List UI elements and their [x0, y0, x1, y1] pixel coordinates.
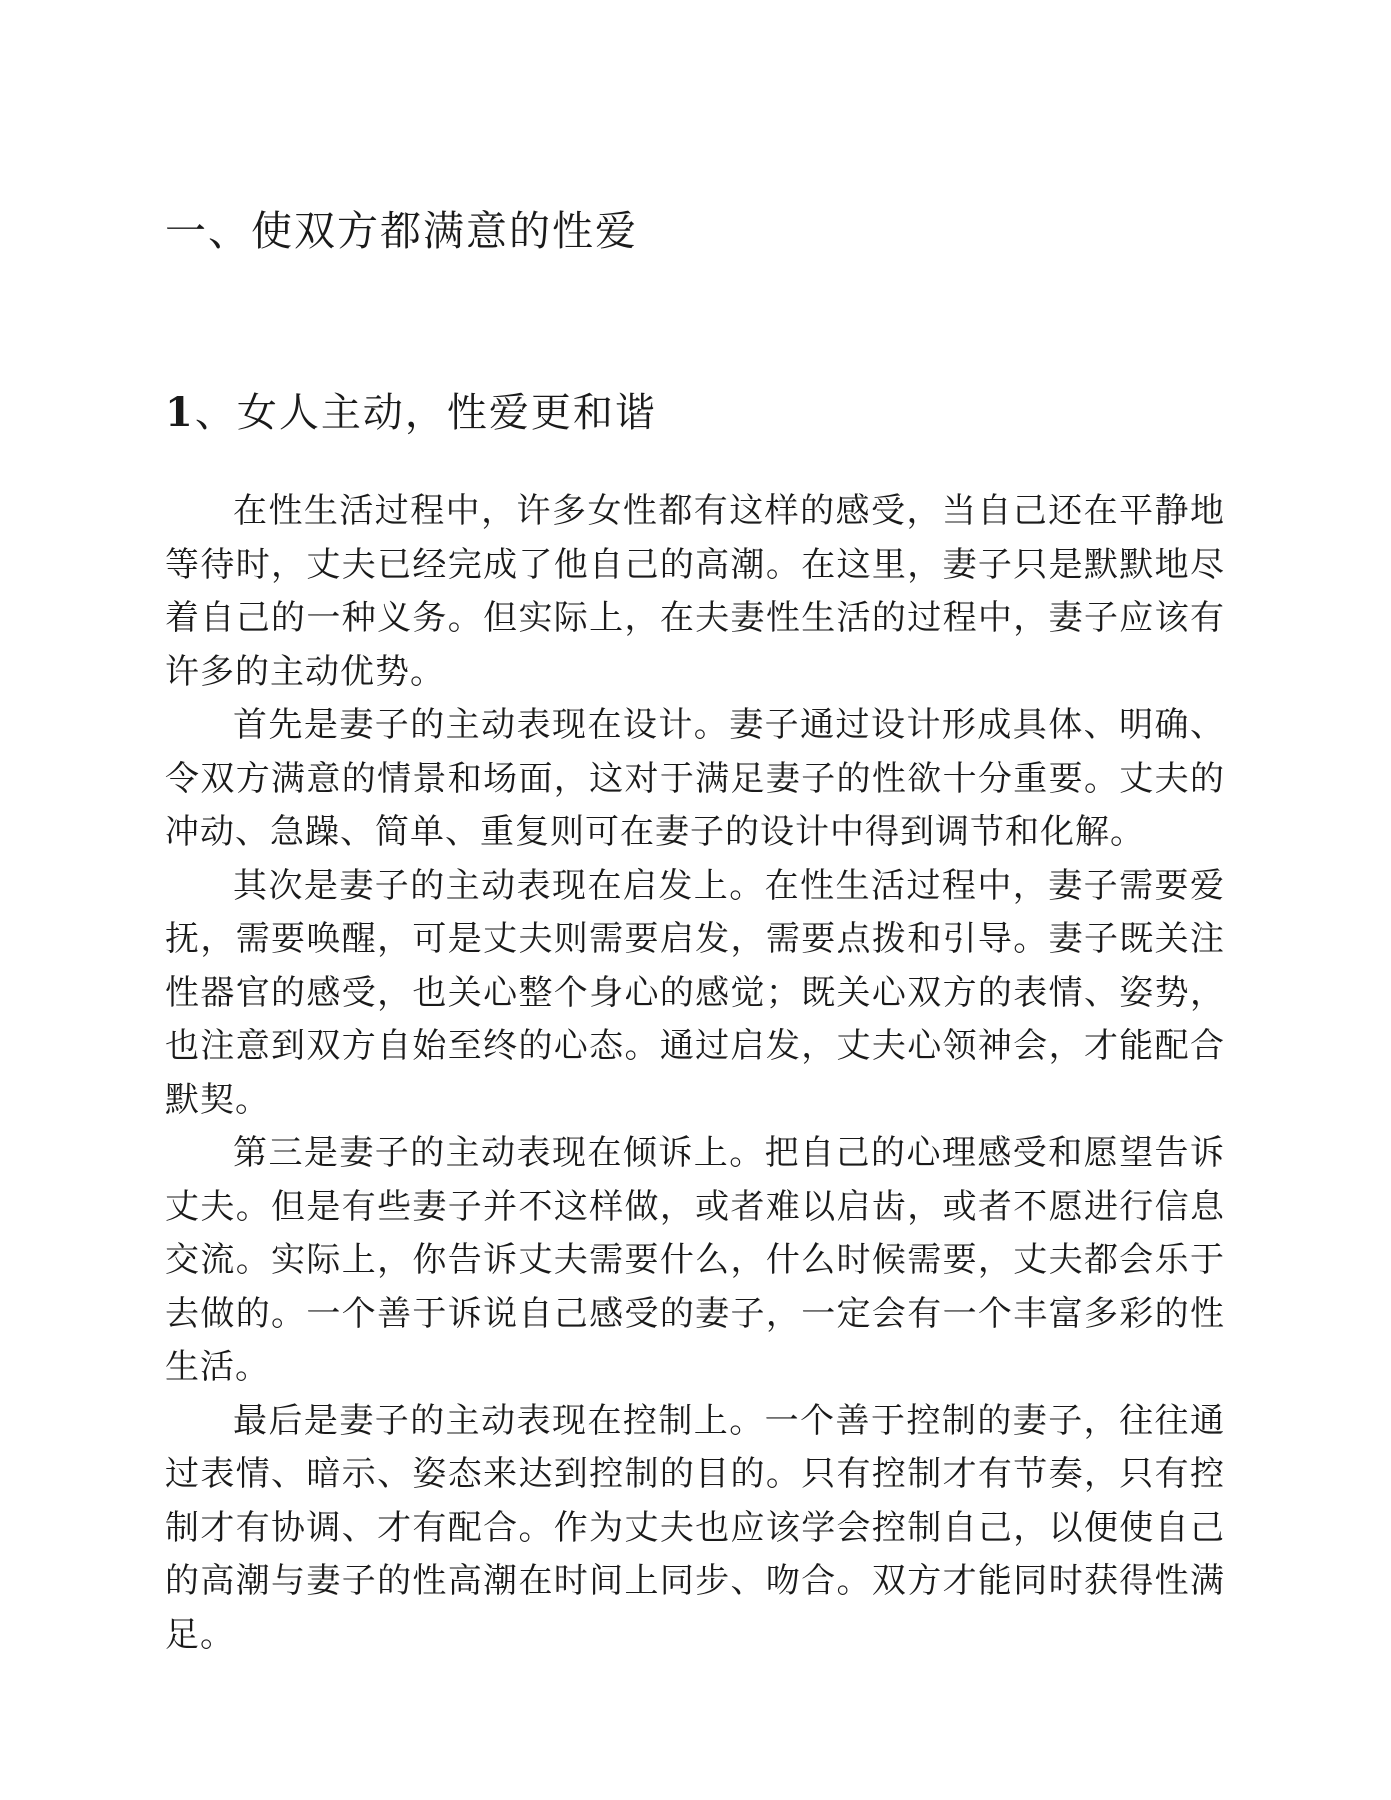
- paragraph: 第三是妻子的主动表现在倾诉上。把自己的心理感受和愿望告诉丈夫。但是有些妻子并不这样做，或者难以启齿，或者不愿进行信息交流。实际上，你告诉丈夫需要什么，什么时候需要，丈夫都会乐于去做的。一个善于诉说自己感受的妻子，一定会有一个丰富多彩的性生活。: [165, 1133, 1225, 1387]
- section-number: 1: [165, 389, 195, 436]
- paragraph: 首先是妻子的主动表现在设计。妻子通过设计形成具体、明确、令双方满意的情景和场面，这对于满足妻子的性欲十分重要。丈夫的冲动、急躁、简单、重复则可在妻子的设计中得到调节和化解。: [165, 705, 1225, 852]
- paragraph: 其次是妻子的主动表现在启发上。在性生活过程中，妻子需要爱抚，需要唤醒，可是丈夫则需要启发，需要点拨和引导。妻子既关注性器官的感受，也关心整个身心的感觉；既关心双方的表情、姿势，也注意到双方自始至终的心态。通过启发，丈夫心领神会，才能配合默契。: [165, 865, 1225, 1120]
- section-title: [165, 385, 657, 441]
- paragraph: 最后是妻子的主动表现在控制上。一个善于控制的妻子，往往通过表情、暗示、姿态来达到控制的目的。只有控制才有节奏，只有控制才有协调、才有配合。作为丈夫也应该学会控制自己，以便使自己的高潮与妻子的性高潮在时间上同步、吻合。双方才能同时获得性满足。: [165, 1400, 1225, 1655]
- section-title-text: 、女人主动，性爱更和谐: [194, 390, 657, 436]
- chapter-title: 一、使双方都满意的性爱: [165, 207, 638, 255]
- paragraph: 在性生活过程中，许多女性都有这样的感受，当自己还在平静地等待时，丈夫已经完成了他自己的高潮。在这里，妻子只是默默地尽着自己的一种义务。但实际上，在夫妻性生活的过程中，妻子应该有许多的主动优势。: [165, 491, 1225, 692]
- body-text: [165, 485, 1225, 1662]
